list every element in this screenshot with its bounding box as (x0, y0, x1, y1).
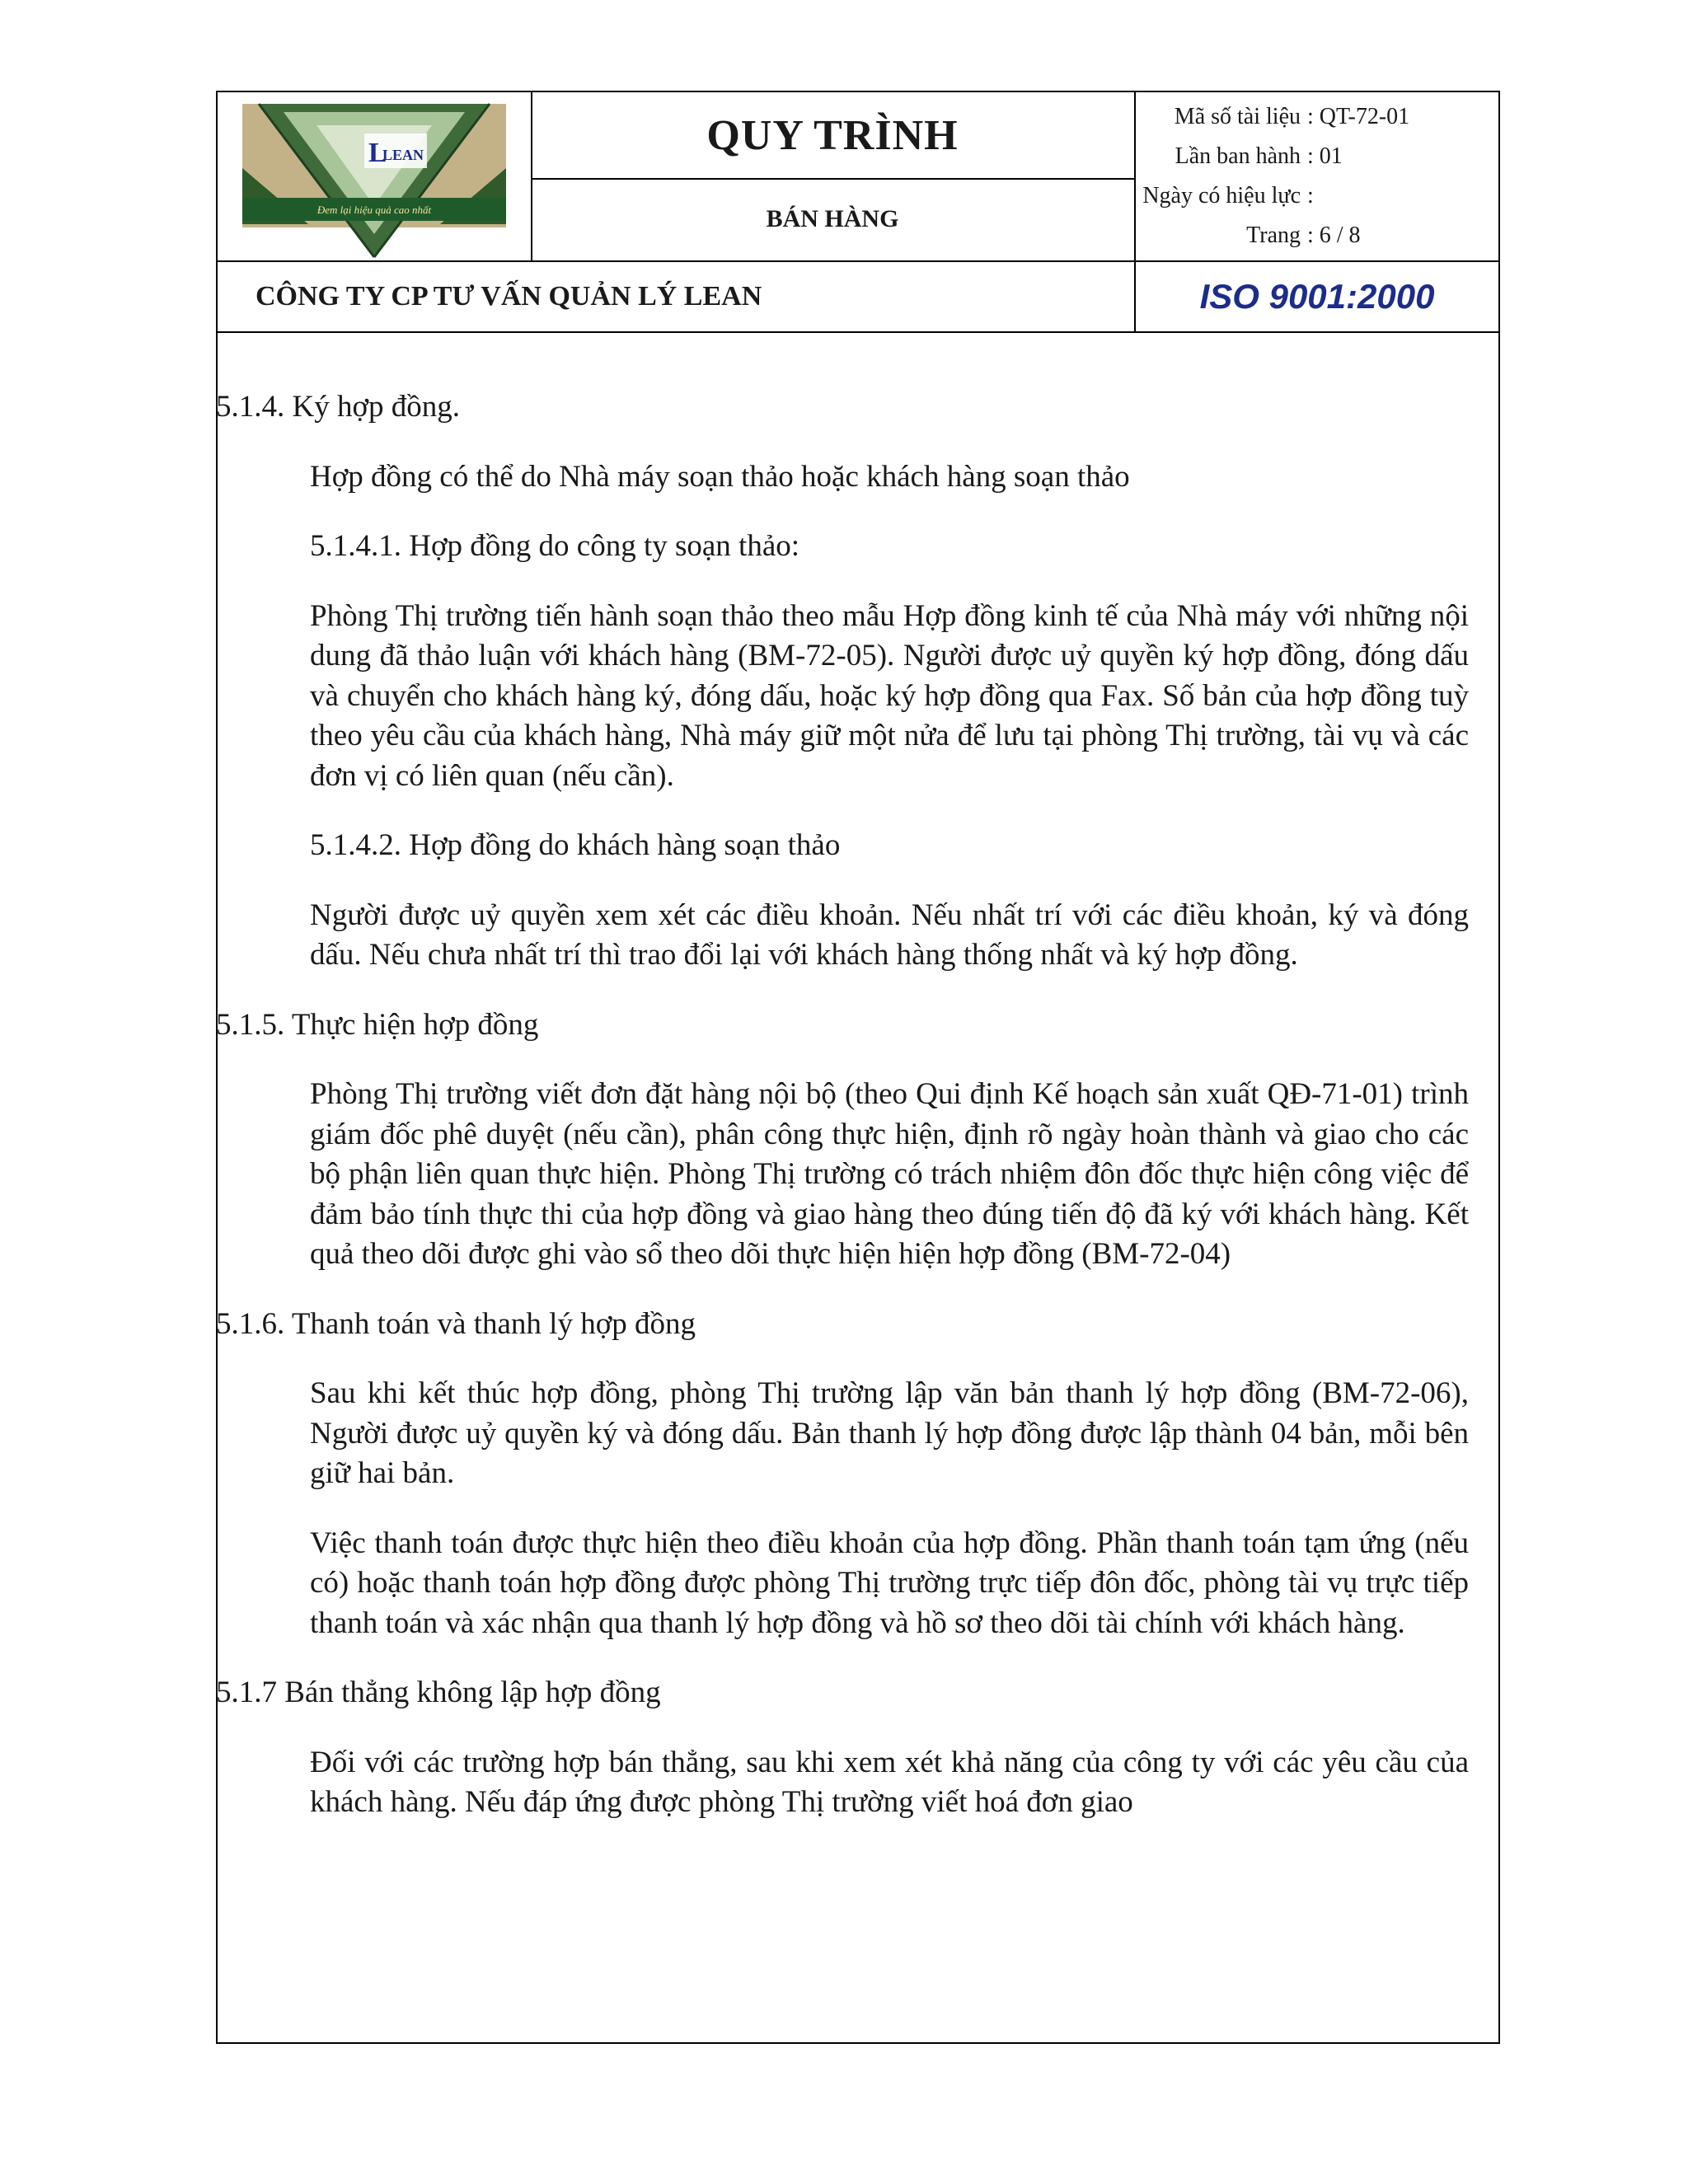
company-logo (218, 92, 531, 260)
section-heading: 5.1.4. Ký hợp đồng. (216, 390, 461, 424)
meta-label: Lần ban hành (1175, 143, 1301, 169)
paragraph: Việc thanh toán được thực hiện theo điều khoản của hợp đồng. Phần thanh toán tạm ứng (nếu có) hoặc thanh toán hợp đồng được phòng Thị trường trực tiếp đôn đốc, phòng tài vụ trực tiếp thanh toán và xác nhận qua thanh lý hợp đồng và hồ sơ theo dõi tài chính với khách hàng. (310, 1526, 1469, 1640)
section-heading: 5.1.6. Thanh toán và thanh lý hợp đồng (216, 1306, 696, 1341)
subsection-heading: 5.1.4.1. Hợp đồng do công ty soạn thảo: (310, 529, 800, 563)
svg-text:L: L (368, 138, 387, 168)
meta-label: Mã số tài liệu (1174, 104, 1301, 129)
meta-label: Ngày có hiệu lực (1142, 183, 1301, 209)
meta-value: : (1307, 183, 1314, 209)
paragraph: Sau khi kết thúc hợp đồng, phòng Thị trường lập văn bản thanh lý hợp đồng (BM-72-06), Người được uỷ quyền ký và đóng dấu. Bản thanh lý hợp đồng được lập thành 04 bản, mỗi bên giữ hai bản. (310, 1376, 1469, 1490)
paragraph: Phòng Thị trường tiến hành soạn thảo theo mẫu Hợp đồng kinh tế của Nhà máy với những nội dung đã thảo luận với khách hàng (BM-72-05). Người được uỷ quyền ký hợp đồng, đóng dấu và chuyển cho khách hàng ký, đóng dấu, hoặc ký hợp đồng qua Fax. Số bản của hợp đồng tuỳ theo yêu cầu của khách hàng, Nhà máy giữ một nửa để lưu tại phòng Thị trường, tài vụ và các đơn vị có liên quan (nếu cần). (310, 598, 1469, 793)
company-name: CÔNG TY CP TƯ VẤN QUẢN LÝ LEAN (256, 281, 762, 312)
paragraph: Người được uỷ quyền xem xét các điều khoản. Nếu nhất trí với các điều khoản, ký và đóng dấu. Nếu chưa nhất trí thì trao đổi lại với khách hàng thống nhất và ký hợp đồng. (310, 898, 1469, 972)
meta-label: Trang (1246, 223, 1301, 248)
document-header (216, 91, 1500, 333)
lean-logo-icon (218, 92, 531, 260)
document-subtitle: BÁN HÀNG (766, 205, 899, 232)
meta-value: : 6 / 8 (1307, 223, 1361, 248)
section-heading: 5.1.5. Thực hiện hợp đồng (216, 1007, 539, 1042)
logo-slogan: Đem lại hiệu quả cao nhất (316, 204, 432, 216)
section-heading: 5.1.7 Bán thẳng không lập hợp đồng (216, 1675, 661, 1709)
paragraph: Đối với các trường hợp bán thẳng, sau khi xem xét khả năng của công ty với các yêu cầu của khách hàng. Nếu đáp ứng được phòng Thị trường viết hoá đơn giao (310, 1745, 1469, 1819)
document-meta (1134, 92, 1500, 260)
iso-badge: ISO 9001:2000 (1199, 277, 1435, 316)
document-title: QUY TRÌNH (706, 111, 959, 159)
logo-text: LEAN (382, 147, 424, 163)
paragraph: Phòng Thị trường viết đơn đặt hàng nội bộ (theo Qui định Kế hoạch sản xuất QĐ-71-01) trình giám đốc phê duyệt (nếu cần), phân công thực hiện, định rõ ngày hoàn thành và giao cho các bộ phận liên quan thực hiện. Phòng Thị trường có trách nhiệm đôn đốc thực hiện công việc để đảm bảo tính thực thi của hợp đồng và giao hàng theo đúng tiến độ đã ký với khách hàng. Kết quả theo dõi được ghi vào sổ theo dõi thực hiện hiện hợp đồng (BM-72-04) (310, 1077, 1469, 1271)
subsection-heading: 5.1.4.2. Hợp đồng do khách hàng soạn thảo (310, 828, 841, 862)
meta-value: : 01 (1307, 143, 1343, 169)
paragraph: Hợp đồng có thể do Nhà máy soạn thảo hoặc khách hàng soạn thảo (310, 459, 1130, 494)
meta-value: : QT-72-01 (1307, 104, 1410, 129)
document-body (216, 387, 1469, 1823)
